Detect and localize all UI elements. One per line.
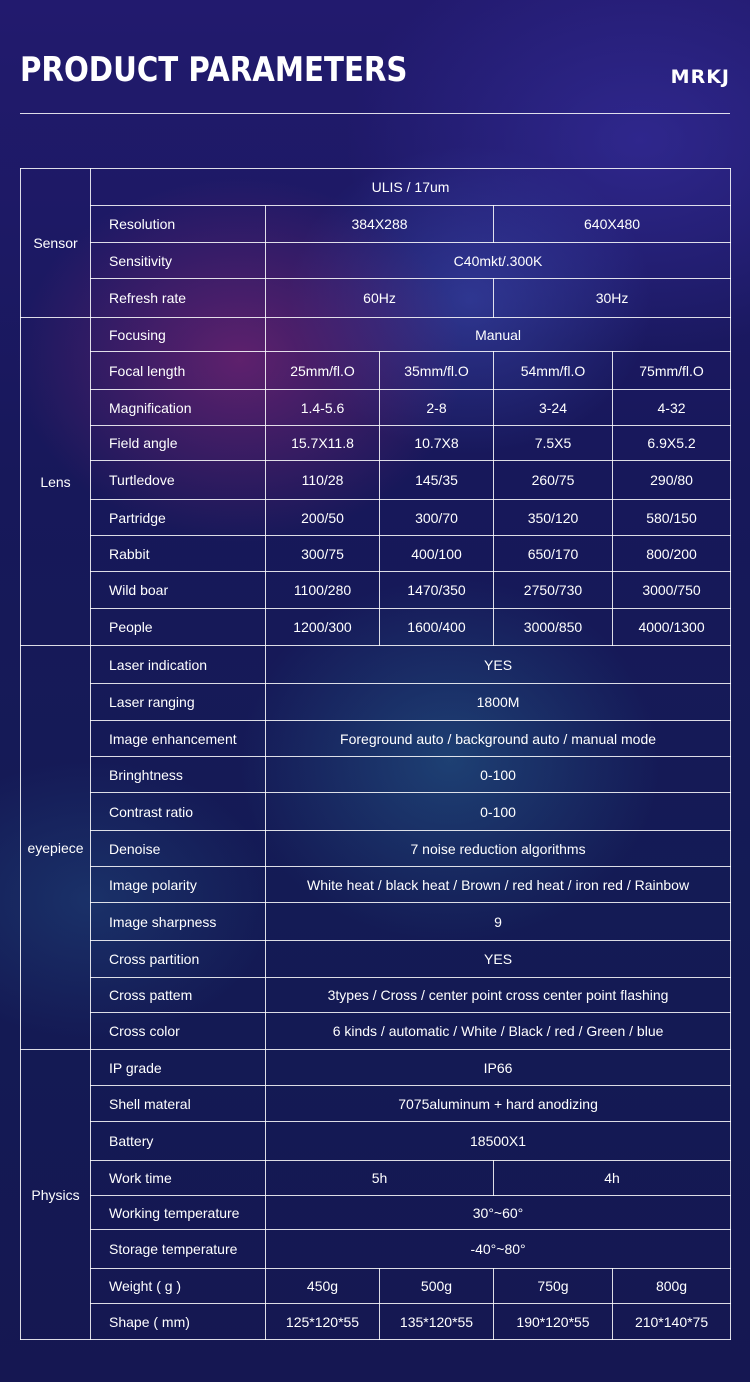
cell-value: 7075aluminum + hard anodizing	[266, 1086, 731, 1122]
cell-value: 640X480	[494, 206, 731, 243]
table-row	[21, 1304, 731, 1340]
row-label: Cross pattem	[91, 978, 266, 1013]
table-row	[21, 1086, 731, 1122]
row-label: Image sharpness	[91, 903, 266, 941]
row-label: Denoise	[91, 831, 266, 867]
table-row	[21, 318, 731, 352]
row-label: People	[91, 609, 266, 646]
table-row	[21, 721, 731, 757]
table-row	[21, 978, 731, 1013]
cell-value: -40°~80°	[266, 1230, 731, 1269]
table-row	[21, 243, 731, 279]
cell-value: 580/150	[613, 500, 731, 536]
row-label: Laser indication	[91, 646, 266, 684]
cell-value: 200/50	[266, 500, 380, 536]
cell-value: 260/75	[494, 461, 613, 500]
table-row	[21, 1013, 731, 1050]
row-label: Wild boar	[91, 572, 266, 609]
cell-value: 4h	[494, 1161, 731, 1196]
cell-value: 9	[266, 903, 731, 941]
cell-value: 5h	[266, 1161, 494, 1196]
row-label: Battery	[91, 1122, 266, 1161]
cell-value: 0-100	[266, 793, 731, 831]
table-row	[21, 1122, 731, 1161]
table-row	[21, 1269, 731, 1304]
cell-value: 125*120*55	[266, 1304, 380, 1340]
row-label: IP grade	[91, 1050, 266, 1086]
row-label: Partridge	[91, 500, 266, 536]
cell-value: Foreground auto / background auto / manual mode	[266, 721, 731, 757]
row-label: Rabbit	[91, 536, 266, 572]
cell-value: 75mm/fl.O	[613, 352, 731, 390]
row-label: Shell materal	[91, 1086, 266, 1122]
cell-value: 450g	[266, 1269, 380, 1304]
row-label: Weight ( g )	[91, 1269, 266, 1304]
table-row	[21, 426, 731, 461]
table-row	[21, 757, 731, 793]
row-label: Work time	[91, 1161, 266, 1196]
cell-value: 0-100	[266, 757, 731, 793]
parameters-table	[20, 168, 731, 1340]
cell-value: C40mkt/.300K	[266, 243, 731, 279]
cell-value: 110/28	[266, 461, 380, 500]
cell-value: 25mm/fl.O	[266, 352, 380, 390]
table-row	[21, 572, 731, 609]
cell-value: 1470/350	[380, 572, 494, 609]
cell-value: 1200/300	[266, 609, 380, 646]
cell-value: 135*120*55	[380, 1304, 494, 1340]
detector-value: ULIS / 17um	[91, 169, 731, 206]
cell-value: 3types / Cross / center point cross center point flashing	[266, 978, 731, 1013]
row-label: Magnification	[91, 390, 266, 426]
cell-value: 2750/730	[494, 572, 613, 609]
cell-value: 18500X1	[266, 1122, 731, 1161]
brand-logo: MRKJ	[670, 66, 730, 88]
cell-value: 400/100	[380, 536, 494, 572]
table-row	[21, 831, 731, 867]
cell-value: 500g	[380, 1269, 494, 1304]
table-row	[21, 1161, 731, 1196]
cell-value: 6 kinds / automatic / White / Black / red / Green / blue	[266, 1013, 731, 1050]
row-label: Laser ranging	[91, 684, 266, 721]
row-label: Shape ( mm)	[91, 1304, 266, 1340]
cell-value: 7.5X5	[494, 426, 613, 461]
cell-value: 4-32	[613, 390, 731, 426]
cell-value: 300/75	[266, 536, 380, 572]
row-label: Contrast ratio	[91, 793, 266, 831]
cell-value: 2-8	[380, 390, 494, 426]
cell-value: 290/80	[613, 461, 731, 500]
table-row	[21, 500, 731, 536]
table-row	[21, 1196, 731, 1230]
table-row	[21, 352, 731, 390]
category-lens: Lens	[21, 318, 91, 646]
cell-value: 4000/1300	[613, 609, 731, 646]
cell-value: 145/35	[380, 461, 494, 500]
cell-value: 7 noise reduction algorithms	[266, 831, 731, 867]
table-row	[21, 646, 731, 684]
cell-value: IP66	[266, 1050, 731, 1086]
cell-value: 3000/850	[494, 609, 613, 646]
table-row	[21, 169, 731, 206]
cell-value: 54mm/fl.O	[494, 352, 613, 390]
cell-value: 1100/280	[266, 572, 380, 609]
table-row	[21, 206, 731, 243]
cell-value: 1.4-5.6	[266, 390, 380, 426]
row-label: Bringhtness	[91, 757, 266, 793]
table-row	[21, 1230, 731, 1269]
cell-value: 35mm/fl.O	[380, 352, 494, 390]
header-divider	[20, 113, 730, 114]
row-label: Cross partition	[91, 941, 266, 978]
row-label: Working temperature	[91, 1196, 266, 1230]
table-row	[21, 279, 731, 318]
row-label: Storage temperature	[91, 1230, 266, 1269]
row-label: Refresh rate	[91, 279, 266, 318]
cell-value: 800g	[613, 1269, 731, 1304]
cell-value: 15.7X11.8	[266, 426, 380, 461]
cell-value: 350/120	[494, 500, 613, 536]
table-row	[21, 684, 731, 721]
cell-value: 210*140*75	[613, 1304, 731, 1340]
row-label: Image enhancement	[91, 721, 266, 757]
cell-value: 3000/750	[613, 572, 731, 609]
table-row	[21, 903, 731, 941]
cell-value: 30°~60°	[266, 1196, 731, 1230]
table-row	[21, 867, 731, 903]
row-label: Turtledove	[91, 461, 266, 500]
cell-value: 190*120*55	[494, 1304, 613, 1340]
row-label: Image polarity	[91, 867, 266, 903]
cell-value: 1800M	[266, 684, 731, 721]
table-row	[21, 461, 731, 500]
cell-value: 300/70	[380, 500, 494, 536]
table-row	[21, 536, 731, 572]
row-label: Focal length	[91, 352, 266, 390]
cell-value: 6.9X5.2	[613, 426, 731, 461]
table-row	[21, 390, 731, 426]
category-eyepiece: eyepiece	[21, 646, 91, 1050]
row-label: Cross color	[91, 1013, 266, 1050]
cell-value: 3-24	[494, 390, 613, 426]
table-row	[21, 793, 731, 831]
cell-value: White heat / black heat / Brown / red heat / iron red / Rainbow	[266, 867, 731, 903]
cell-value: 750g	[494, 1269, 613, 1304]
cell-value: 30Hz	[494, 279, 731, 318]
row-label: Field angle	[91, 426, 266, 461]
page-title: PRODUCT PARAMETERS	[20, 50, 408, 90]
row-label: Resolution	[91, 206, 266, 243]
cell-value: YES	[266, 941, 731, 978]
table-row	[21, 941, 731, 978]
table-row	[21, 1050, 731, 1086]
cell-value: 10.7X8	[380, 426, 494, 461]
category-sensor: Sensor	[21, 169, 91, 318]
cell-value: 650/170	[494, 536, 613, 572]
cell-value: 1600/400	[380, 609, 494, 646]
cell-value: 60Hz	[266, 279, 494, 318]
table-row	[21, 609, 731, 646]
cell-value: YES	[266, 646, 731, 684]
cell-value: 384X288	[266, 206, 494, 243]
row-label: Focusing	[91, 318, 266, 352]
cell-value: Manual	[266, 318, 731, 352]
category-physics: Physics	[21, 1050, 91, 1340]
cell-value: 800/200	[613, 536, 731, 572]
row-label: Sensitivity	[91, 243, 266, 279]
